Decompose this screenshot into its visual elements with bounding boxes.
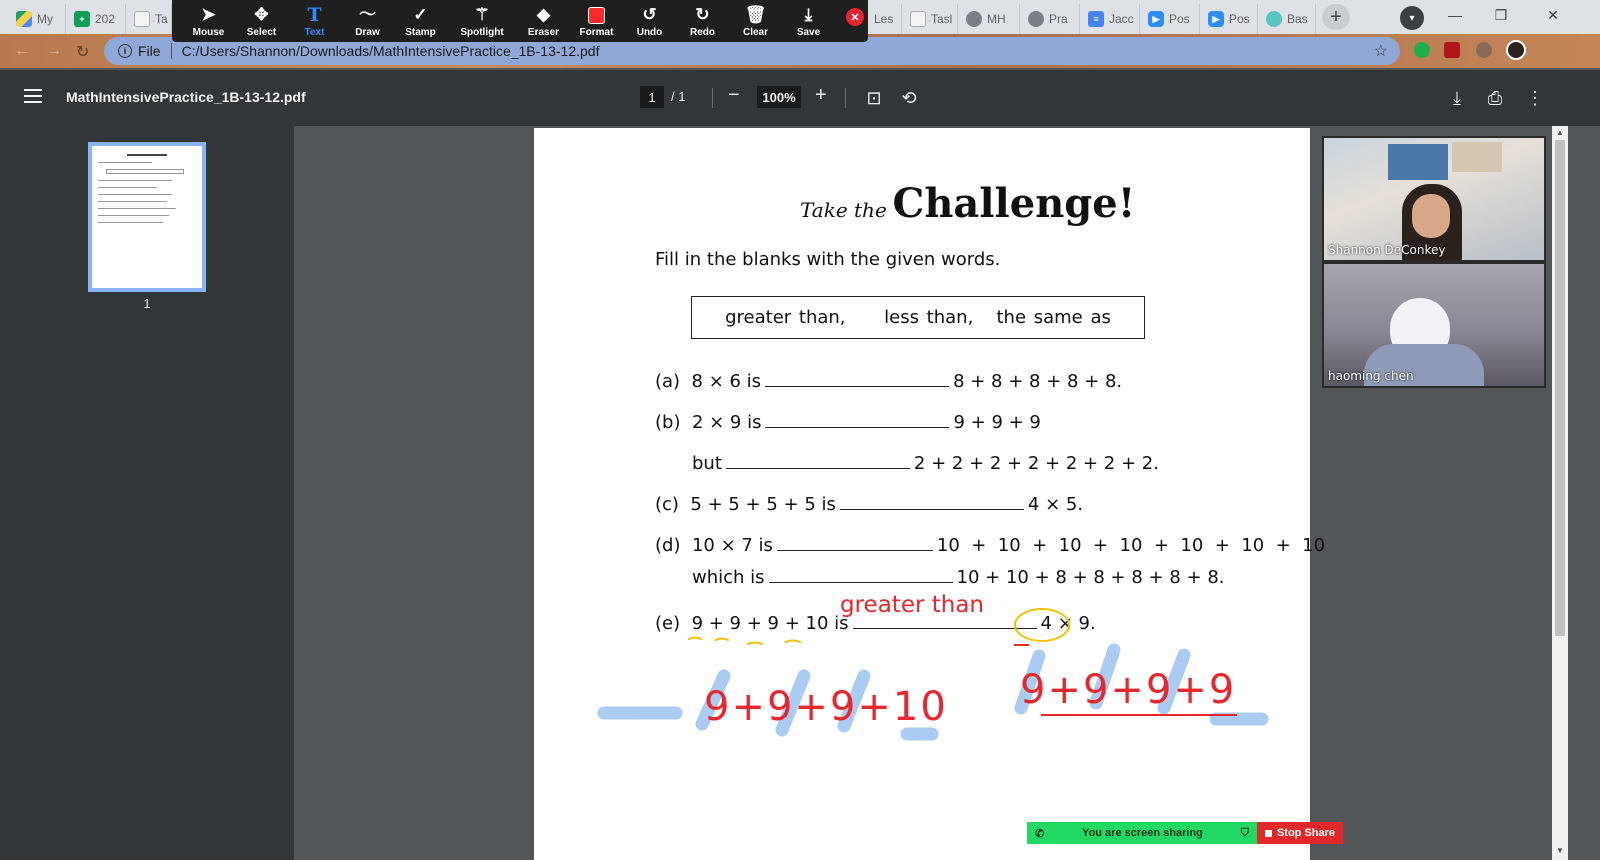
- browser-tab[interactable]: [128, 4, 172, 34]
- ink-annotations: [534, 128, 1310, 860]
- eraser-icon: ◆: [536, 4, 551, 24]
- tool-label: Clear: [742, 26, 768, 38]
- back-arrow-icon[interactable]: ←: [14, 42, 30, 59]
- print-icon[interactable]: ⎙: [1487, 87, 1503, 108]
- tab-label: MH: [987, 12, 1006, 26]
- tool-label: Redo: [690, 26, 715, 38]
- close-annotation-icon[interactable]: ✕: [846, 8, 864, 26]
- save-download-icon: ⤓: [804, 4, 813, 24]
- shield-icon: ⛉: [1240, 826, 1249, 839]
- question-label: (d): [655, 535, 681, 556]
- toolbar-divider: [712, 88, 713, 108]
- question-lead: 2 × 9 is: [691, 412, 762, 433]
- stop-share-label: Stop Share: [1276, 827, 1336, 839]
- browser-tab[interactable]: [1260, 4, 1316, 34]
- menu-icon[interactable]: [24, 89, 42, 103]
- tool-label: Text: [304, 26, 325, 38]
- tab-label: Pos: [1169, 12, 1190, 26]
- scroll-down-icon[interactable]: ▼: [1556, 846, 1564, 855]
- sharing-status-text: You are screen sharing: [1082, 827, 1203, 839]
- participant-video[interactable]: [1322, 262, 1546, 388]
- squiggle-icon: 〜: [359, 4, 376, 24]
- ublock-icon[interactable]: [1444, 42, 1460, 58]
- question-lead: 8 × 6 is: [691, 371, 762, 392]
- checkmark-icon: ✓: [413, 4, 428, 24]
- zoom-level-input[interactable]: 100%: [757, 86, 801, 108]
- question-tail: 10 + 10 + 8 + 8 + 8 + 8 + 8.: [956, 567, 1225, 588]
- thumbnail-sidebar: [0, 126, 294, 860]
- tool-label: Spotlight: [460, 26, 504, 38]
- eraser-tool-button[interactable]: [517, 0, 570, 42]
- draw-tool-button[interactable]: [341, 0, 394, 42]
- pdf-toolbar: [0, 70, 1600, 126]
- redo-arrow-icon: ↻: [695, 4, 710, 24]
- tool-label: Save: [796, 26, 821, 38]
- pdf-page: [534, 128, 1326, 860]
- rotate-icon[interactable]: ⟲: [901, 87, 917, 108]
- tab-label: Pos: [1229, 12, 1250, 26]
- chrome-icon: [966, 11, 982, 27]
- page-thumbnail[interactable]: [88, 142, 206, 292]
- question-label: (c): [655, 494, 679, 515]
- tool-label: Stamp: [405, 26, 436, 38]
- undo-tool-button[interactable]: [623, 0, 676, 42]
- phone-icon: ✆: [1035, 827, 1045, 840]
- url-divider: [171, 43, 172, 59]
- tab-label: Bas: [1287, 12, 1308, 26]
- tool-label: Mouse: [192, 26, 225, 38]
- tool-label: Eraser: [527, 26, 560, 38]
- question-tail: 8 + 8 + 8 + 8 + 8.: [953, 371, 1123, 392]
- magic-wand-icon: ⚚: [474, 4, 490, 24]
- browser-tab[interactable]: [904, 4, 958, 34]
- participant-video[interactable]: [1322, 136, 1546, 262]
- face: [1412, 194, 1450, 238]
- question-label: (b): [655, 412, 681, 433]
- vertical-scrollbar[interactable]: [1552, 126, 1568, 860]
- question-tail: 2 + 2 + 2 + 2 + 2 + 2 + 2.: [913, 453, 1159, 474]
- zoom-in-icon[interactable]: +: [815, 84, 827, 106]
- question-lead: 9 + 9 + 9 + 10 is: [691, 613, 849, 634]
- info-icon[interactable]: i: [118, 44, 132, 58]
- poster: [1388, 144, 1448, 180]
- stop-share-button[interactable]: [1257, 822, 1343, 844]
- poster: [1452, 142, 1502, 172]
- minimize-button[interactable]: —: [1448, 7, 1462, 23]
- question-tail: 4 × 9.: [1040, 613, 1096, 634]
- chrome-icon: [1028, 11, 1044, 27]
- scrollbar-thumb[interactable]: [1555, 140, 1565, 636]
- text-tool-button[interactable]: [288, 0, 341, 42]
- instruction-text: Fill in the blanks with the given words.: [655, 249, 1001, 270]
- restore-button[interactable]: ❐: [1494, 6, 1508, 23]
- question-lead: but: [692, 453, 722, 474]
- question-lead: which is: [692, 567, 765, 588]
- screen-share-bar: [1027, 822, 1343, 844]
- title-main: Challenge!: [892, 180, 1136, 227]
- bookmark-star-icon[interactable]: ☆: [1373, 43, 1388, 60]
- tab-search-icon[interactable]: ▾: [1400, 6, 1424, 30]
- handwritten-left-sum: 9+9+9+10: [704, 684, 948, 730]
- browser-tab[interactable]: [1202, 4, 1258, 34]
- stop-icon: [1265, 830, 1272, 837]
- tool-label: Format: [579, 26, 614, 38]
- browser-tab[interactable]: [960, 4, 1020, 34]
- whiteboard-icon: [1266, 11, 1282, 27]
- tool-label: Draw: [355, 26, 380, 38]
- clear-tool-button[interactable]: [729, 0, 782, 42]
- question-tail: 10 + 10 + 10 + 10 + 10 + 10 + 10: [936, 535, 1326, 556]
- zoom-icon: ▶: [1148, 11, 1164, 27]
- browser-tab[interactable]: [1082, 4, 1140, 34]
- format-tool-button[interactable]: [570, 0, 623, 42]
- color-square-icon: [588, 7, 605, 24]
- trash-icon: 🗑: [744, 4, 767, 24]
- annotation-toolbar: [172, 0, 868, 42]
- fit-page-icon[interactable]: ⊡: [866, 87, 882, 108]
- browser-tab[interactable]: [868, 4, 902, 34]
- stamp-tool-button[interactable]: [394, 0, 447, 42]
- task-icon: [134, 11, 150, 27]
- download-icon[interactable]: ⤓: [1453, 87, 1461, 108]
- task-icon: [910, 11, 926, 27]
- forward-arrow-icon[interactable]: →: [46, 42, 62, 59]
- tab-label: My: [37, 12, 53, 26]
- google-sheets-icon: +: [74, 11, 90, 27]
- tab-label: Pra: [1049, 12, 1068, 26]
- tab-label: Les: [874, 12, 894, 26]
- text-icon: T: [307, 3, 322, 26]
- zoom-icon: ▶: [1208, 11, 1224, 27]
- google-drive-icon: [16, 11, 32, 27]
- reload-icon[interactable]: ↻: [76, 44, 90, 61]
- page-total: / 1: [671, 89, 686, 104]
- question-label: (a): [655, 371, 681, 392]
- participant-name: Shannon DeConkey: [1328, 243, 1446, 257]
- browser-tab[interactable]: [68, 4, 126, 34]
- cursor-arrow-icon: ➤: [201, 4, 216, 24]
- question-tail: 9 + 9 + 9: [953, 412, 1041, 433]
- undo-arrow-icon: ↺: [642, 4, 657, 24]
- sharing-status[interactable]: [1027, 822, 1257, 844]
- scroll-up-icon[interactable]: ▲: [1556, 128, 1564, 137]
- toolbar-divider: [845, 88, 846, 108]
- handwritten-right-sum: 9+9+9+9: [1020, 667, 1237, 713]
- zoom-out-icon[interactable]: −: [728, 84, 740, 106]
- new-tab-button[interactable]: +: [1322, 4, 1350, 30]
- spotlight-tool-button[interactable]: [447, 0, 517, 42]
- browser-tab[interactable]: [10, 4, 66, 34]
- tab-label: Tasl: [931, 12, 953, 26]
- tab-label: Ta: [155, 12, 168, 26]
- browser-tab[interactable]: [1022, 4, 1080, 34]
- more-options-icon[interactable]: ⋮: [1526, 87, 1544, 108]
- tool-label: Select: [246, 26, 277, 38]
- move-arrows-icon: ✥: [254, 4, 269, 24]
- browser-tab[interactable]: [1142, 4, 1200, 34]
- question-tail: 4 × 5.: [1027, 494, 1084, 515]
- profile-avatar[interactable]: [1506, 40, 1526, 60]
- puzzle-extensions-icon[interactable]: [1476, 42, 1492, 58]
- save-tool-button[interactable]: [782, 0, 835, 42]
- google-docs-icon: ≡: [1088, 11, 1104, 27]
- tool-label: Undo: [636, 26, 663, 38]
- tab-label: 202: [95, 12, 116, 26]
- tab-label: Jacc: [1109, 12, 1134, 26]
- close-window-button[interactable]: ✕: [1547, 6, 1559, 23]
- mouse-tool-button[interactable]: [182, 0, 235, 42]
- question-lead: 10 × 7 is: [691, 535, 773, 556]
- redo-tool-button[interactable]: [676, 0, 729, 42]
- extension-icon[interactable]: [1414, 42, 1430, 58]
- title-prefix: Take the: [800, 198, 887, 222]
- thumbnail-page-number: 1: [143, 296, 151, 311]
- participant-name: haoming chen: [1328, 369, 1414, 383]
- page-number-input[interactable]: 1: [640, 86, 664, 108]
- url-scheme-label: File: [138, 43, 161, 59]
- url-text[interactable]: C:/Users/Shannon/Downloads/MathIntensivePractice_1B-13-12.pdf: [181, 43, 600, 59]
- select-tool-button[interactable]: [235, 0, 288, 42]
- question-lead: 5 + 5 + 5 + 5 is: [690, 494, 836, 515]
- pdf-filename: MathIntensivePractice_1B-13-12.pdf: [66, 89, 306, 105]
- word-bank-text: greater than, less than, the same as: [725, 307, 1111, 328]
- handwritten-answer: greater than: [840, 592, 984, 618]
- question-label: (e): [655, 613, 681, 634]
